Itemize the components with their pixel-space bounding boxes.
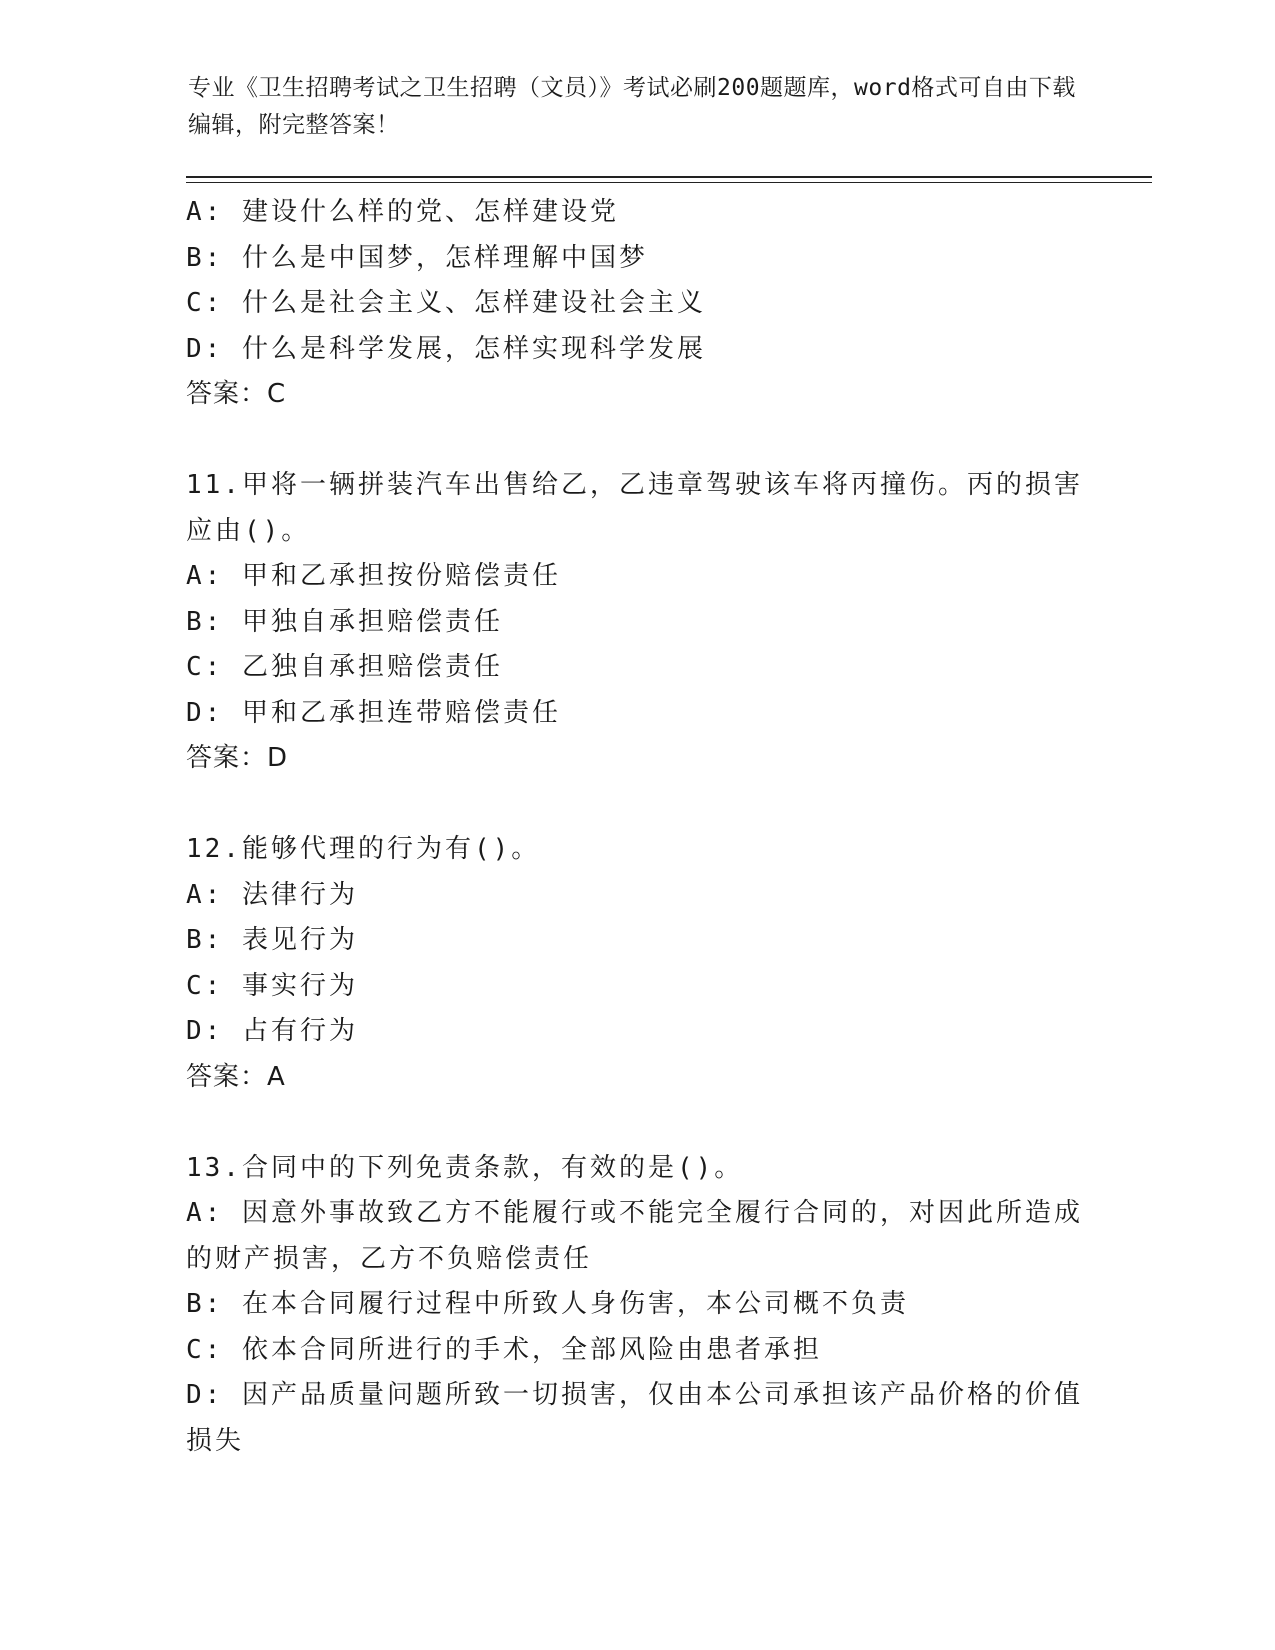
answer: 答案：A	[186, 1061, 286, 1092]
spacer	[186, 1100, 1086, 1146]
option-a: A: 建设什么样的党、怎样建设党	[186, 197, 619, 227]
spacer	[186, 418, 1086, 464]
option-c: C: 什么是社会主义、怎样建设社会主义	[186, 288, 706, 318]
spacer	[186, 782, 1086, 828]
option-d: D: 占有行为	[186, 1016, 358, 1046]
header-rule-thin	[186, 182, 1152, 183]
header-rule-thick	[186, 176, 1152, 178]
option-b: B: 在本合同履行过程中所致人身伤害，本公司概不负责	[186, 1289, 909, 1319]
question-stem: 11.甲将一辆拼装汽车出售给乙，乙违章驾驶该车将丙撞伤。丙的损害应由()。	[186, 470, 1083, 546]
question-12	[186, 827, 1086, 1100]
option-d: D: 什么是科学发展，怎样实现科学发展	[186, 333, 706, 364]
answer: 答案：D	[186, 743, 289, 773]
option-c: C: 乙独自承担赔偿责任	[186, 652, 503, 682]
question-10-continued	[186, 190, 1086, 418]
option-c: C: 依本合同所进行的手术，全部风险由患者承担	[186, 1334, 822, 1365]
option-d: D: 甲和乙承担连带赔偿责任	[186, 697, 561, 728]
document-body	[186, 190, 1086, 1464]
answer: 答案：C	[186, 379, 287, 409]
option-b: B: 甲独自承担赔偿责任	[186, 606, 503, 637]
question-stem: 12.能够代理的行为有()。	[186, 834, 541, 864]
question-13	[186, 1146, 1086, 1465]
option-a: A: 因意外事故致乙方不能履行或不能完全履行合同的，对因此所造成的财产损害，乙方不负赔偿责任	[186, 1198, 1083, 1274]
option-d: D: 因产品质量问题所致一切损害，仅由本公司承担该产品价格的价值损失	[186, 1380, 1083, 1456]
option-a: A: 法律行为	[186, 879, 358, 910]
option-c: C: 事实行为	[186, 970, 358, 1001]
option-b: B: 什么是中国梦，怎样理解中国梦	[186, 242, 648, 273]
question-11	[186, 463, 1086, 782]
question-stem: 13.合同中的下列免责条款，有效的是()。	[186, 1152, 744, 1183]
option-b: B: 表见行为	[186, 925, 358, 955]
document-header: 专业《卫生招聘考试之卫生招聘（文员）》考试必刷200题题库，word格式可自由下载编辑，附完整答案！	[188, 75, 1076, 138]
option-a: A: 甲和乙承担按份赔偿责任	[186, 561, 561, 591]
